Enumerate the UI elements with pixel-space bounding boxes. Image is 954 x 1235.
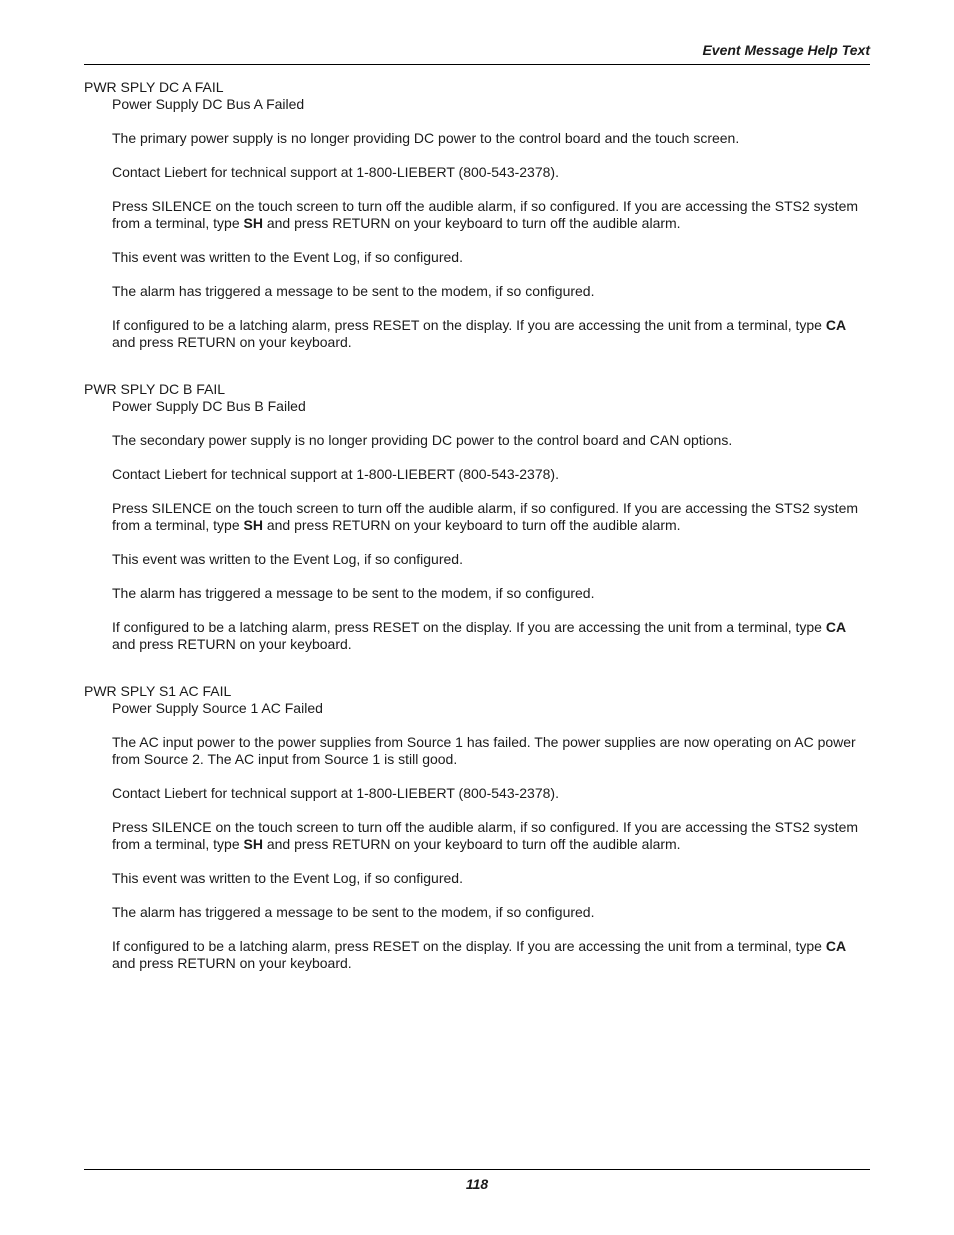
reset-command: CA — [825, 317, 847, 333]
page-number: 118 — [465, 1176, 489, 1192]
silence-command: SH — [243, 215, 263, 231]
silence-command: SH — [243, 517, 263, 533]
event-log-note: This event was written to the Event Log, if so configured. — [112, 870, 463, 886]
reset-text-before: If configured to be a latching alarm, press RESET on the display. If you are accessing the unit from a terminal, type — [112, 619, 826, 635]
reset-command: CA — [825, 938, 847, 954]
event-title: Power Supply DC Bus A Failed — [112, 96, 305, 112]
event-modem-note: The alarm has triggered a message to be sent to the modem, if so configured. — [112, 283, 595, 299]
event-code: PWR SPLY S1 AC FAIL — [84, 683, 232, 699]
event-contact: Contact Liebert for technical support at 1-800-LIEBERT (800-543-2378). — [112, 164, 559, 180]
event-contact: Contact Liebert for technical support at 1-800-LIEBERT (800-543-2378). — [112, 466, 559, 482]
event-title: Power Supply Source 1 AC Failed — [112, 700, 323, 716]
running-header-title: Event Message Help Text — [702, 42, 870, 58]
event-reset-instructions — [112, 619, 870, 653]
event-log-note: This event was written to the Event Log, if so configured. — [112, 249, 463, 265]
silence-text-before: Press SILENCE on the touch screen to turn off the audible alarm, if so configured. If you are accessing the STS2 system from a terminal, type — [112, 198, 859, 231]
event-entry-dc-a-fail — [84, 79, 870, 351]
event-body — [112, 734, 870, 972]
silence-text-after: and press RETURN on your keyboard to turn off the audible alarm. — [262, 517, 681, 533]
event-modem-note: The alarm has triggered a message to be sent to the modem, if so configured. — [112, 585, 595, 601]
reset-text-after: and press RETURN on your keyboard. — [112, 334, 352, 350]
header-divider — [84, 64, 870, 65]
silence-command: SH — [243, 836, 263, 852]
event-entry-dc-b-fail — [84, 381, 870, 653]
silence-text-before: Press SILENCE on the touch screen to turn off the audible alarm, if so configured. If you are accessing the STS2 system from a terminal, type — [112, 819, 859, 852]
event-silence-instructions — [112, 198, 870, 232]
event-body — [112, 130, 870, 351]
silence-text-after: and press RETURN on your keyboard to turn off the audible alarm. — [262, 836, 681, 852]
reset-text-after: and press RETURN on your keyboard. — [112, 955, 352, 971]
event-description: The secondary power supply is no longer providing DC power to the control board and CAN options. — [112, 432, 733, 448]
event-contact: Contact Liebert for technical support at 1-800-LIEBERT (800-543-2378). — [112, 785, 559, 801]
event-entry-s1-ac-fail — [84, 683, 870, 972]
footer-divider — [84, 1169, 870, 1170]
event-modem-note: The alarm has triggered a message to be sent to the modem, if so configured. — [112, 904, 595, 920]
event-code: PWR SPLY DC B FAIL — [84, 381, 226, 397]
page-content — [84, 79, 870, 1002]
event-reset-instructions — [112, 317, 870, 351]
event-description: The AC input power to the power supplies from Source 1 has failed. The power supplies are now operating on AC power from Source 2. The AC input from Source 1 is still good. — [112, 734, 856, 767]
reset-text-after: and press RETURN on your keyboard. — [112, 636, 352, 652]
event-code: PWR SPLY DC A FAIL — [84, 79, 224, 95]
event-log-note: This event was written to the Event Log, if so configured. — [112, 551, 463, 567]
event-reset-instructions — [112, 938, 870, 972]
event-silence-instructions — [112, 500, 870, 534]
reset-command: CA — [825, 619, 847, 635]
reset-text-before: If configured to be a latching alarm, press RESET on the display. If you are accessing the unit from a terminal, type — [112, 317, 826, 333]
event-silence-instructions — [112, 819, 870, 853]
event-body — [112, 432, 870, 653]
event-description: The primary power supply is no longer providing DC power to the control board and the touch screen. — [112, 130, 740, 146]
silence-text-after: and press RETURN on your keyboard to turn off the audible alarm. — [262, 215, 681, 231]
reset-text-before: If configured to be a latching alarm, press RESET on the display. If you are accessing the unit from a terminal, type — [112, 938, 826, 954]
event-title: Power Supply DC Bus B Failed — [112, 398, 306, 414]
silence-text-before: Press SILENCE on the touch screen to turn off the audible alarm, if so configured. If you are accessing the STS2 system from a terminal, type — [112, 500, 859, 533]
